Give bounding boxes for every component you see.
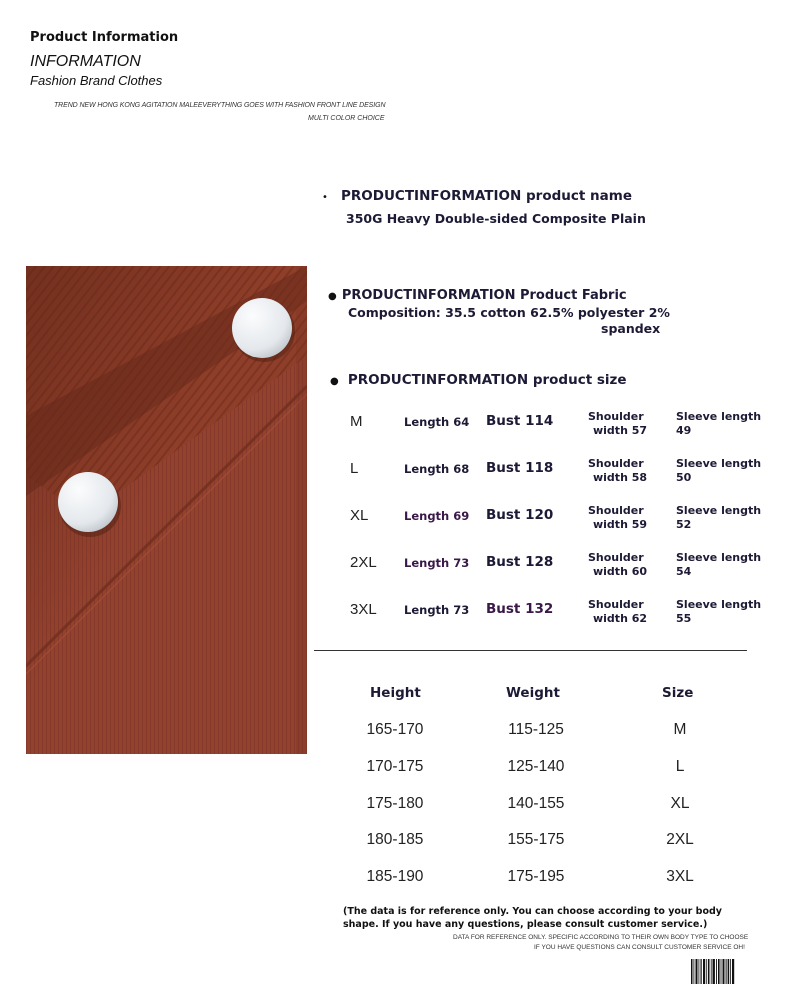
product-information-heading: Product Information bbox=[30, 30, 179, 45]
shoulder-width: width 58 bbox=[593, 471, 648, 484]
sleeve-value bbox=[676, 504, 770, 532]
size-row bbox=[340, 598, 770, 638]
size-label: M bbox=[350, 413, 363, 430]
table-cell-height: 175-180 bbox=[366, 795, 424, 812]
shoulder-value bbox=[588, 457, 658, 485]
fabric-composition-line1: Composition: 35.5 cotton 62.5% polyester 2% bbox=[348, 305, 670, 320]
bust-value: Bust 120 bbox=[486, 507, 554, 523]
length-value: Length 69 bbox=[404, 509, 470, 523]
sleeve-value bbox=[676, 551, 770, 579]
table-cell-height: 180-185 bbox=[366, 831, 424, 848]
length-value: Length 73 bbox=[404, 556, 470, 570]
sleeve-length: 52 bbox=[676, 518, 692, 531]
table-cell-size: XL bbox=[670, 795, 690, 812]
table-header-size: Size bbox=[662, 685, 694, 701]
button-bottom bbox=[58, 472, 118, 532]
bullet-icon: ● bbox=[328, 291, 337, 302]
tagline-line-1: TREND NEW HONG KONG AGITATION MALEEVERYTHING GOES WITH FASHION FRONT LINE DESIGN bbox=[54, 102, 386, 109]
shoulder-width: width 59 bbox=[593, 518, 648, 531]
shoulder-value bbox=[588, 598, 658, 626]
section-divider bbox=[314, 650, 747, 651]
size-section bbox=[330, 369, 627, 388]
sleeve-value bbox=[676, 457, 770, 485]
table-cell-size: 3XL bbox=[666, 868, 694, 885]
barcode-icon bbox=[690, 958, 736, 985]
shoulder-label: Shoulder bbox=[588, 410, 644, 423]
shoulder-width: width 60 bbox=[593, 565, 648, 578]
table-header-height: Height bbox=[370, 685, 421, 701]
fabric-image bbox=[26, 266, 307, 754]
bullet-icon: • bbox=[322, 192, 328, 203]
fabric-composition-line2: spandex bbox=[601, 321, 661, 336]
length-value: Length 73 bbox=[404, 603, 470, 617]
size-label: L bbox=[350, 460, 359, 477]
shoulder-value bbox=[588, 551, 658, 579]
product-name-title: PRODUCTINFORMATION product name bbox=[341, 188, 632, 204]
product-name-section bbox=[322, 185, 632, 204]
sleeve-label: Sleeve length bbox=[676, 457, 762, 470]
shoulder-width: width 57 bbox=[593, 424, 648, 437]
table-cell-size: M bbox=[673, 721, 687, 738]
shoulder-label: Shoulder bbox=[588, 457, 644, 470]
table-cell-height: 165-170 bbox=[366, 721, 424, 738]
information-title: INFORMATION bbox=[30, 53, 141, 70]
button-top bbox=[232, 298, 292, 358]
fine-print-line-2: IF YOU HAVE QUESTIONS CAN CONSULT CUSTOMER SERVICE OH! bbox=[534, 944, 745, 951]
table-cell-weight: 140-155 bbox=[507, 795, 565, 812]
size-title: PRODUCTINFORMATION product size bbox=[347, 372, 627, 388]
sleeve-value bbox=[676, 598, 770, 626]
shoulder-width: width 62 bbox=[593, 612, 648, 625]
sleeve-value bbox=[676, 410, 770, 438]
sleeve-length: 54 bbox=[676, 565, 692, 578]
size-label: XL bbox=[350, 507, 369, 524]
sleeve-label: Sleeve length bbox=[676, 504, 762, 517]
bust-value: Bust 118 bbox=[486, 460, 554, 476]
fine-print-line-1: DATA FOR REFERENCE ONLY. SPECIFIC ACCORDING TO THEIR OWN BODY TYPE TO CHOOSE bbox=[453, 934, 749, 941]
size-label: 2XL bbox=[350, 554, 377, 571]
sleeve-length: 49 bbox=[676, 424, 692, 437]
shoulder-value bbox=[588, 504, 658, 532]
reference-note: (The data is for reference only. You can choose according to your body shape. If you have any questions, please consult customer service.) bbox=[343, 906, 722, 930]
table-cell-height: 170-175 bbox=[366, 758, 424, 775]
bust-value: Bust 114 bbox=[486, 413, 554, 429]
shoulder-label: Shoulder bbox=[588, 504, 644, 517]
table-cell-height: 185-190 bbox=[366, 868, 424, 885]
sleeve-label: Sleeve length bbox=[676, 551, 762, 564]
fabric-title: PRODUCTINFORMATION Product Fabric bbox=[341, 288, 627, 303]
table-cell-weight: 115-125 bbox=[508, 721, 564, 738]
size-row bbox=[340, 504, 770, 544]
bust-value: Bust 128 bbox=[486, 554, 554, 570]
table-cell-size: 2XL bbox=[666, 831, 694, 848]
tagline-line-2: MULTI COLOR CHOICE bbox=[308, 115, 385, 122]
bullet-icon: ● bbox=[330, 376, 339, 387]
table-cell-weight: 175-195 bbox=[507, 868, 565, 885]
fabric-section bbox=[328, 284, 627, 303]
size-label: 3XL bbox=[350, 601, 377, 618]
table-cell-weight: 125-140 bbox=[507, 758, 565, 775]
sleeve-length: 55 bbox=[676, 612, 692, 625]
length-value: Length 68 bbox=[404, 462, 470, 476]
size-row bbox=[340, 410, 770, 450]
shoulder-label: Shoulder bbox=[588, 551, 644, 564]
table-header-weight: Weight bbox=[506, 685, 560, 701]
size-row bbox=[340, 457, 770, 497]
size-row bbox=[340, 551, 770, 591]
table-cell-size: L bbox=[675, 758, 685, 775]
sleeve-label: Sleeve length bbox=[676, 598, 762, 611]
length-value: Length 64 bbox=[404, 415, 470, 429]
sleeve-label: Sleeve length bbox=[676, 410, 762, 423]
sleeve-length: 50 bbox=[676, 471, 692, 484]
shoulder-label: Shoulder bbox=[588, 598, 644, 611]
product-name-value: 350G Heavy Double-sided Composite Plain bbox=[346, 211, 646, 226]
brand-subtitle: Fashion Brand Clothes bbox=[30, 73, 163, 88]
shoulder-value bbox=[588, 410, 658, 438]
table-cell-weight: 155-175 bbox=[507, 831, 565, 848]
product-fabric-photo bbox=[26, 266, 307, 754]
bust-value: Bust 132 bbox=[486, 601, 554, 617]
